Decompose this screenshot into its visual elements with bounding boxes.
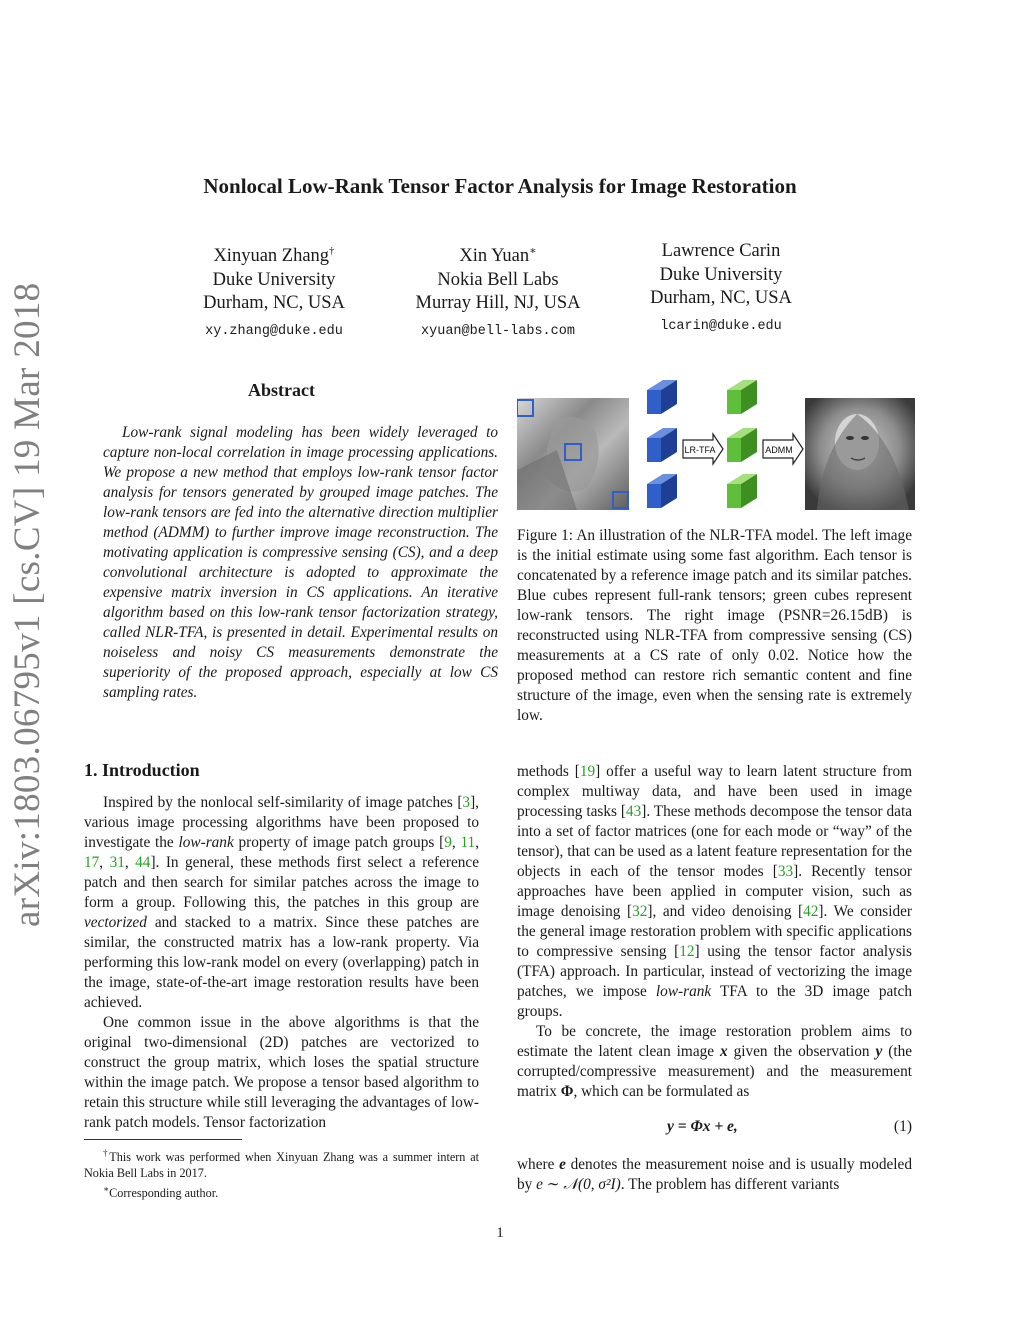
abstract-text: Low-rank signal modeling has been widely leveraged to capture non-local correlation in image processing applications. We propose a new method that employs low-rank tensor factor analysis for tensors generated by grouped image patches. The low-rank tensors are fed into the alternative direction multiplier method (ADMM) to further improve image reconstruction. The motivating application is compressive sensing (CS), and a deep convolutional architecture is adopted to approximate the expensive matrix inversion in CS applications. An iterative algorithm based on this low-rank tensor factorization strategy, called NLR-TFA, is presented in detail. Experimental results on noiseless and noisy CS measurements demonstrate the superiority of the proposed approach, especially at low CS sampling rates. <box>103 424 498 701</box>
citation-link[interactable]: 3 <box>462 794 471 811</box>
equation-number: (1) <box>893 1118 912 1135</box>
intro-paragraph: Inspired by the nonlocal self-similarity of image patches [3], various image processing algorithms have been proposed to investigate the low-rank property of image patch groups [9, 11, 17, 31, 44]. In general, these methods first select a reference patch and then search for similar patches across the image to form a group. Following this, the patches in this group are vectorized and stacked to a matrix. Since these patches are similar, the constructed matrix has a low-rank property. Via performing this low-rank model on every (overlapping) patch in the image, state-of-the-art image restoration results have been achieved. <box>84 794 480 1011</box>
intro-paragraph: One common issue in the above algorithms is that the original two-dimensional (2D) patches are vectorized to construct the group matrix, which loses the spatial structure within the image patch. We propose a tensor based algorithm to retain this structure while still leveraging the advantages of low-rank patch models. Tensor factorization <box>84 1014 479 1131</box>
author-location: Durham, NC, USA <box>203 293 345 314</box>
blue-cube <box>647 428 677 462</box>
author-block <box>601 240 841 338</box>
citation-link[interactable]: 9 <box>444 834 452 851</box>
author-mark: † <box>329 245 335 257</box>
intro-paragraph: methods [19] offer a useful way to learn latent structure from complex multiway data, and have been used in image processing tasks [43]. These methods decompose the tensor data into a set of factor matrices (one for each mode or “way” of the tensor), that can be used as a latent feature representation for the objects in each of the tensor modes [33]. Recently tensor approaches have been applied in computer vision, such as image denoising [32], and video denoising [42]. We consider the general image restoration problem with specific applications to compressive sensing [12] using the tensor factor analysis (TFA) approach. In particular, instead of vectorizing the image patches, we impose low-rank TFA to the 3D image patch groups. <box>517 763 913 1020</box>
green-cube <box>727 474 757 508</box>
footnote-rule <box>84 1139 242 1140</box>
abstract-body <box>84 423 498 703</box>
blue-cube <box>647 474 677 508</box>
admm-label: ADMM <box>765 445 793 455</box>
figure-1 <box>517 380 917 515</box>
author-email[interactable]: xy.zhang@duke.edu <box>205 323 343 339</box>
author-name: Xin Yuan <box>459 246 530 267</box>
right-column <box>517 762 912 1102</box>
page-number: 1 <box>496 1225 504 1241</box>
intro-paragraph: To be concrete, the image restoration problem aims to estimate the latent clean image x given the observation y (the corrupted/compressive measurement) and the measurement matrix Φ, which can be formulated as <box>517 1023 913 1100</box>
intro-paragraph: where e denotes the measurement noise and is usually modeled by e ∼ 𝒩(0, σ²I). The problem has different variants <box>517 1156 912 1193</box>
citation-link[interactable]: 33 <box>777 863 794 880</box>
author-email[interactable]: lcarin@duke.edu <box>660 318 782 334</box>
abstract-heading: Abstract <box>248 380 315 400</box>
citation-link[interactable]: 42 <box>803 903 819 920</box>
author-email[interactable]: xyuan@bell-labs.com <box>421 323 575 339</box>
author-affiliation: Nokia Bell Labs <box>437 269 559 290</box>
citation-link[interactable]: 12 <box>679 943 695 960</box>
citation-link[interactable]: 44 <box>135 854 151 871</box>
author-location: Durham, NC, USA <box>650 288 792 308</box>
citation-link[interactable]: 11 <box>460 834 476 851</box>
paper-title: Nonlocal Low-Rank Tensor Factor Analysis for Image Restoration <box>203 174 797 198</box>
lr-tfa-label: LR-TFA <box>684 445 716 455</box>
author-affiliation: Duke University <box>659 264 783 285</box>
green-cube <box>727 380 757 414</box>
right-column-continued <box>517 1155 912 1195</box>
author-name: Xinyuan Zhang <box>213 246 330 267</box>
reconstructed-image <box>805 398 915 510</box>
green-cube <box>727 428 757 462</box>
lr-tfa-arrow <box>683 434 723 464</box>
initial-estimate-image <box>517 398 629 510</box>
citation-link[interactable]: 17 <box>84 854 100 871</box>
figure-caption: Figure 1: An illustration of the NLR-TFA model. The left image is the initial estimate using some fast algorithm. Each tensor is concatenated by a reference image patch and its similar patches. Blue cubes represent full-rank tensors; green cubes represent low-rank tensors. The right image (PSNR=26.15dB) is reconstructed using NLR-TFA from compressive sensing (CS) measurements at a CS rate of only 0.02. Notice how the proposed method can restore rich semantic content and fine structure of the image, even when the sensing rate is extremely low. <box>517 527 912 724</box>
footnote: ∗Corresponding author. <box>103 1184 219 1201</box>
admm-arrow <box>763 434 803 464</box>
author-affiliation: Duke University <box>212 269 336 290</box>
footnote: †This work was performed when Xinyuan Zhang was a summer intern at Nokia Bell Labs in 2017. <box>84 1148 480 1181</box>
introduction-heading: 1. Introduction <box>84 760 200 780</box>
equation: y = Φx + e, <box>667 1118 738 1135</box>
blue-cube <box>647 380 677 414</box>
citation-link[interactable]: 19 <box>579 763 596 780</box>
author-block <box>154 240 394 343</box>
author-block <box>378 240 618 343</box>
arxiv-stamp: arXiv:1803.06795v1 [cs.CV] 19 Mar 2018 <box>7 282 48 927</box>
citation-link[interactable]: 43 <box>625 803 642 820</box>
author-mark: ∗ <box>529 245 537 257</box>
left-column <box>84 793 479 1133</box>
author-location: Murray Hill, NJ, USA <box>415 293 581 314</box>
author-name: Lawrence Carin <box>661 241 781 261</box>
citation-link[interactable]: 31 <box>109 854 125 871</box>
footnotes <box>84 1145 479 1201</box>
citation-link[interactable]: 32 <box>632 903 648 920</box>
